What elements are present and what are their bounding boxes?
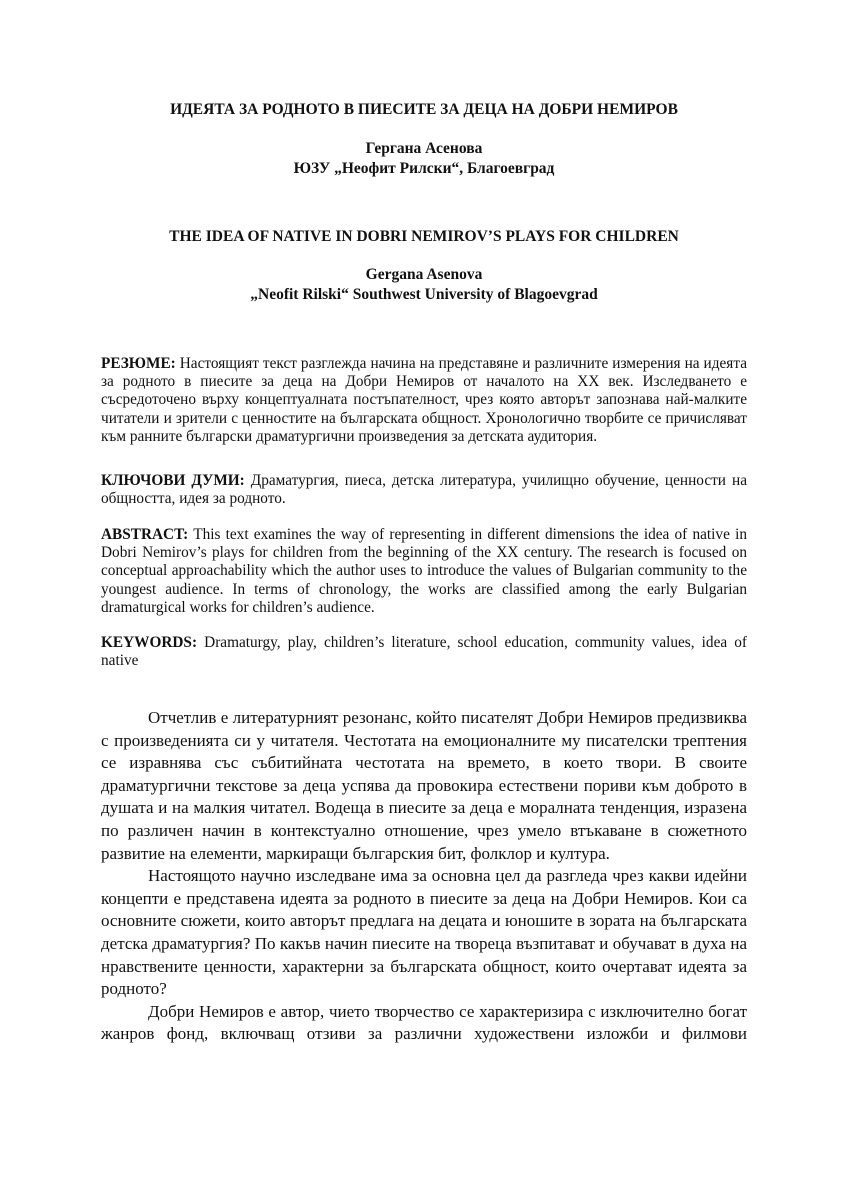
keywords-bg-label: КЛЮЧОВИ ДУМИ: [101, 472, 245, 489]
body-paragraph-2: Настоящото научно изследване има за основна цел да разгледа чрез какви идейни концепти е представена идеята за родното в пиесите за деца на Добри Немиров. Кои са основните сюжети, които авторът предлага на децата и юношите в зората на българската детска драматургия? По какъв начин пиесите на твореца възпитават и обучават в духа на нравствените ценности, характерни за българската общност, които очертават идеята за родното? [101, 866, 747, 999]
author-block-en [100, 265, 748, 305]
summary-paragraph [101, 355, 747, 446]
title-en: THE IDEA OF NATIVE IN DOBRI NEMIROV’S PLAYS FOR CHILDREN [169, 228, 679, 245]
keywords-bg-text: Драматургия, пиеса, детска литература, училищно обучение, ценности на общността, идея за родното. [101, 472, 747, 508]
body-paragraph-1: Отчетлив е литературният резонанс, който писателят Добри Немиров предизвиква с произведенията си у читателя. Честотата на емоционалните му писателски трептения се изравнява със събитийната честотата на времето, в което твори. В своите драматургични текстове за деца успява да провокира естествени пориви към доброто в душата и на малкия читател. Водеща в пиесите за деца е моралната тенденция, изразена по различен начин в контекстуално отношение, чрез умело втъкаване в сюжетното развитие на елементи, маркиращи българския бит, фолклор и култура. [101, 708, 747, 863]
body-paragraph-3: Добри Немиров е автор, чието творчество се характеризира с изключително богат жанров фонд, включващ отзиви за различни художествени изложби и филмови [101, 1001, 747, 1044]
keywords-en-paragraph [101, 634, 747, 670]
keywords-en-label: KEYWORDS: [101, 634, 198, 651]
summary-label: РЕЗЮМЕ: [101, 355, 176, 372]
title-bg: ИДЕЯТА ЗА РОДНОТО В ПИЕСИТЕ ЗА ДЕЦА НА ДОБРИ НЕМИРОВ [170, 101, 678, 118]
keywords-en-text: Dramaturgy, play, children’s literature, school education, community values, idea of native [101, 634, 747, 670]
summary-text: Настоящият текст разглежда начина на представяне и различните измерения на идеята за родното в пиесите за деца на Добри Немиров от началото на XX век. Изследването е съсредоточено върху концептуалната постъпателност, чрез която авторът запознава най-малките читатели и зрители с ценностите на българската общност. Хронологично творбите се причисляват към ранните български драматургични произведения за детската аудитория. [101, 355, 747, 445]
abstract-paragraph [101, 526, 747, 617]
keywords-bg-paragraph [101, 472, 747, 508]
author-name-bg: Гергана Асенова [365, 140, 483, 157]
abstract-text: This text examines the way of representing in different dimensions the idea of native in Dobri Nemirov’s plays for children from the beginning of the XX century. The research is focused on conceptual approachability which the author uses to introduce the values of Bulgarian community to the youngest audience. In terms of chronology, the works are classified among the early Bulgarian dramaturgical works for children’s audience. [101, 526, 747, 616]
affiliation-en: „Neofit Rilski“ Southwest University of Blagoevgrad [250, 286, 598, 303]
author-name-en: Gergana Asenova [365, 266, 483, 283]
main-body [101, 707, 747, 1046]
abstract-label: ABSTRACT: [101, 526, 189, 543]
affiliation-bg: ЮЗУ „Неофит Рилски“, Благоевград [293, 160, 555, 177]
author-block-bg [100, 139, 748, 179]
